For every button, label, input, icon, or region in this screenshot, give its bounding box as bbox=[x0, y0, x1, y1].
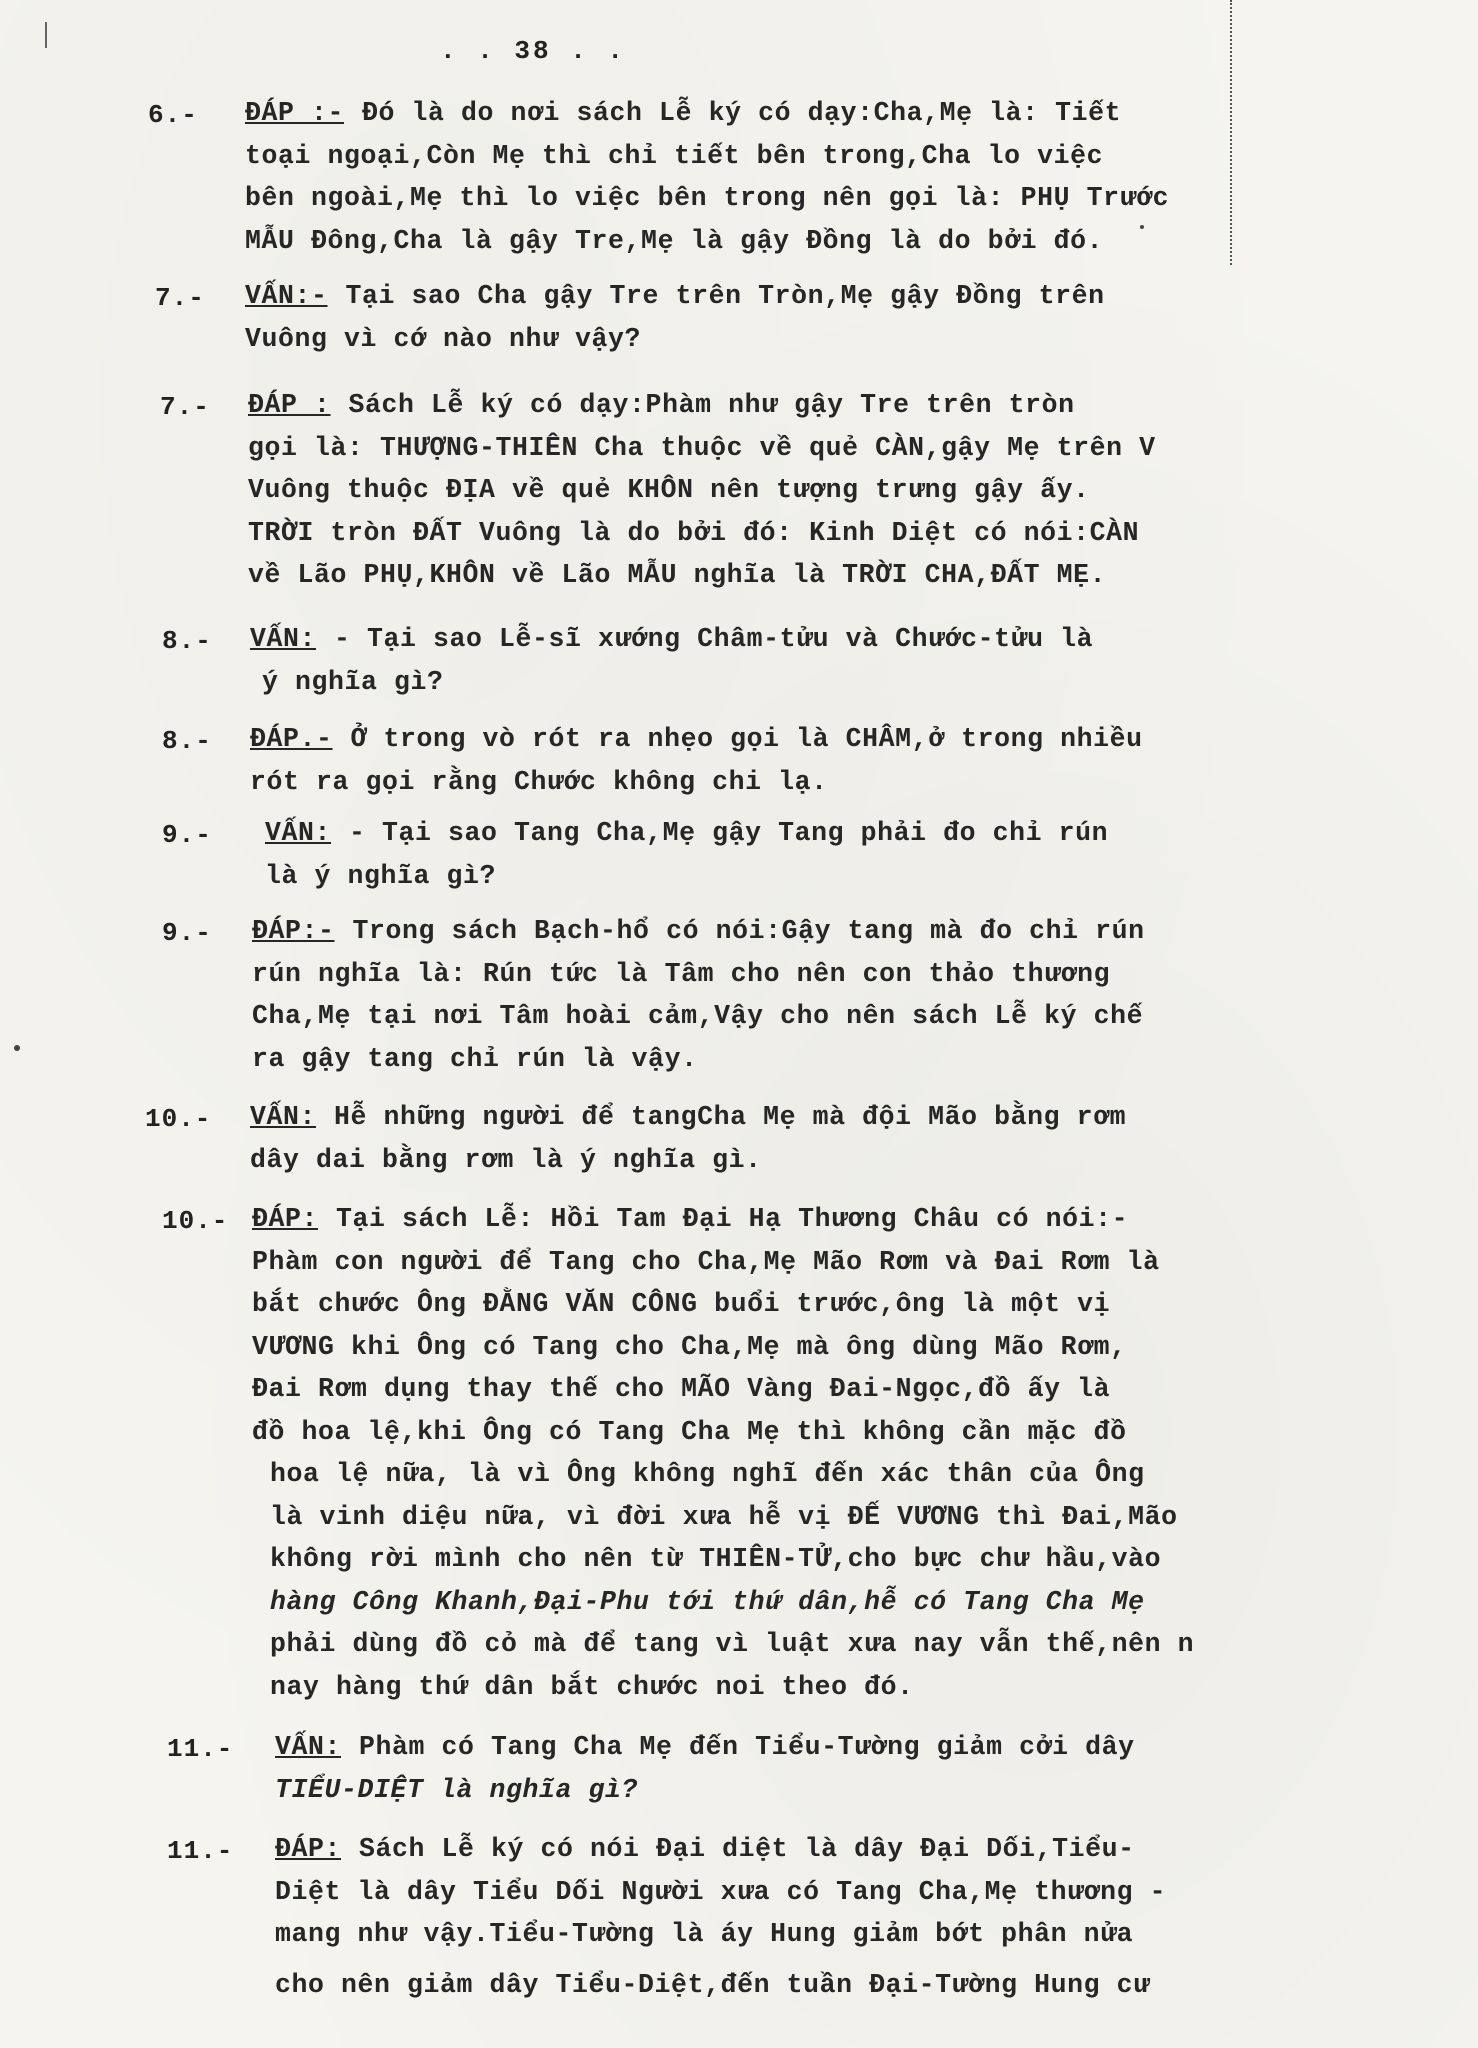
entry-line: phải dùng đồ cỏ mà để tang vì luật xưa nay vẫn thế,nên n bbox=[270, 1629, 1195, 1659]
entry-number: 7.- bbox=[155, 283, 205, 313]
entry-tag: VẤN: bbox=[275, 1732, 342, 1762]
entry-line: gọi là: THƯỢNG-THIÊN Cha thuộc về quẻ CÀN,gậy Mẹ trên V bbox=[248, 432, 1156, 463]
entry-line: về Lão PHỤ,KHÔN về Lão MẪU nghĩa là TRỜI CHA,ĐẤT MẸ. bbox=[248, 560, 1107, 590]
entry-number: 8.- bbox=[162, 726, 212, 756]
entry-line: VẤN: - Tại sao Tang Cha,Mẹ gậy Tang phải đo chỉ rún bbox=[265, 818, 1109, 848]
entry-line: Vuông vì cớ nào như vậy? bbox=[245, 323, 642, 354]
entry-line: dây dai bằng rơm là ý nghĩa gì. bbox=[250, 1144, 762, 1175]
margin-speck bbox=[14, 1045, 20, 1051]
entry-line: đồ hoa lệ,khi Ông có Tang Cha Mẹ thì không cần mặc đồ bbox=[252, 1416, 1127, 1447]
entry-number: 9.- bbox=[162, 918, 212, 948]
entry-line: cho nên giảm dây Tiểu-Diệt,đến tuần Đại-Tường Hung cư bbox=[275, 1969, 1150, 2000]
entry-line: hoa lệ nữa, là vì Ông không nghĩ đến xác thân của Ông bbox=[270, 1459, 1145, 1489]
entry-number: 10.- bbox=[145, 1104, 212, 1134]
entry-line: ý nghĩa gì? bbox=[262, 666, 444, 697]
entry-line: hàng Công Khanh,Đại-Phu tới thứ dân,hễ có Tang Cha Mẹ bbox=[270, 1586, 1145, 1617]
entry-line: TRỜI tròn ĐẤT Vuông là do bởi đó: Kinh Diệt có nói:CÀN bbox=[248, 517, 1140, 548]
edge-tick-mark bbox=[45, 22, 47, 48]
entry-number: 10.- bbox=[162, 1206, 229, 1236]
entry-number: 8.- bbox=[162, 626, 212, 656]
entry-line: MẪU Đông,Cha là gậy Tre,Mẹ là gậy Đồng là do bởi đó. bbox=[245, 225, 1104, 256]
margin-speck bbox=[1140, 225, 1144, 229]
entry-line: bên ngoài,Mẹ thì lo việc bên trong nên gọi là: PHỤ Trước bbox=[245, 183, 1170, 213]
entry-line: nay hàng thứ dân bắt chước noi theo đó. bbox=[270, 1671, 914, 1702]
page-edge-mark bbox=[1230, 0, 1234, 265]
entry-tag: ĐÁP:- bbox=[252, 916, 335, 946]
entry-line: mang như vậy.Tiểu-Tường là áy Hung giảm bớt phân nửa bbox=[275, 1919, 1134, 1949]
page-number: . . 38 . . bbox=[440, 36, 627, 66]
entry-line: VẤN:- Tại sao Cha gậy Tre trên Tròn,Mẹ gậy Đồng trên bbox=[245, 281, 1105, 311]
entry-number: 6.- bbox=[148, 100, 198, 130]
entry-number: 9.- bbox=[162, 820, 212, 850]
entry-line: ĐÁP.- Ở trong vò rót ra nhẹo gọi là CHÂM,ở trong nhiều bbox=[250, 724, 1143, 754]
entry-tag: ĐÁP : bbox=[248, 390, 331, 420]
entry-line: Đai Rơm dụng thay thế cho MÃO Vàng Đai-Ngọc,đồ ấy là bbox=[252, 1374, 1111, 1404]
entry-line: Vuông thuộc ĐỊA về quẻ KHÔN nên tượng trưng gậy ấy. bbox=[248, 475, 1090, 505]
entry-line: toại ngoại,Còn Mẹ thì chỉ tiết bên trong,Cha lo việc bbox=[245, 140, 1104, 171]
entry-tag: ĐÁP: bbox=[252, 1204, 319, 1234]
entry-line: Phàm con người để Tang cho Cha,Mẹ Mão Rơm và Đai Rơm là bbox=[252, 1246, 1160, 1277]
entry-line: là vinh diệu nữa, vì đời xưa hễ vị ĐẾ VƯƠNG thì Đai,Mão bbox=[270, 1501, 1178, 1532]
entry-number: 7.- bbox=[160, 392, 210, 422]
entry-line: TIỂU-DIỆT là nghĩa gì? bbox=[275, 1774, 639, 1805]
entry-line: ĐÁP :- Đó là do nơi sách Lễ ký có dạy:Cha,Mẹ là: Tiết bbox=[245, 98, 1122, 128]
entry-line: ra gậy tang chỉ rún là vậy. bbox=[252, 1043, 698, 1074]
entry-line: VẤN: - Tại sao Lễ-sĩ xướng Châm-tửu và Chước-tửu là bbox=[250, 624, 1094, 654]
entry-line: VẤN: Phàm có Tang Cha Mẹ đến Tiểu-Tường giảm cởi dây bbox=[275, 1732, 1135, 1762]
entry-tag: ĐÁP.- bbox=[250, 724, 333, 754]
entry-line: ĐÁP : Sách Lễ ký có dạy:Phàm như gậy Tre trên tròn bbox=[248, 390, 1075, 420]
entry-line: VẤN: Hễ những người để tangCha Mẹ mà đội Mão bằng rơm bbox=[250, 1102, 1127, 1132]
entry-tag: ĐÁP :- bbox=[245, 98, 345, 128]
entry-tag: VẤN: bbox=[250, 1102, 317, 1132]
entry-line: bắt chước Ông ĐẰNG VĂN CÔNG buổi trước,ông là một vị bbox=[252, 1289, 1111, 1319]
entry-line: VƯƠNG khi Ông có Tang cho Cha,Mẹ mà ông dùng Mão Rơm, bbox=[252, 1331, 1127, 1362]
entry-line: không rời mình cho nên từ THIÊN-TỬ,cho bực chư hầu,vào bbox=[270, 1544, 1162, 1574]
entry-line: Diệt là dây Tiểu Dối Người xưa có Tang Cha,Mẹ thương - bbox=[275, 1876, 1167, 1907]
entry-line: ĐÁP: Tại sách Lễ: Hồi Tam Đại Hạ Thương Châu có nói:- bbox=[252, 1204, 1129, 1234]
entry-tag: VẤN:- bbox=[245, 281, 328, 311]
entry-line: ĐÁP: Sách Lễ ký có nói Đại diệt là dây Đại Dối,Tiểu- bbox=[275, 1834, 1135, 1864]
entry-tag: VẤN: bbox=[265, 818, 332, 848]
entry-line: rún nghĩa là: Rún tức là Tâm cho nên con thảo thương bbox=[252, 958, 1111, 989]
entry-line: rót ra gọi rằng Chước không chi lạ. bbox=[250, 766, 828, 797]
entry-number: 11.- bbox=[167, 1734, 234, 1764]
entry-line: Cha,Mẹ tại nơi Tâm hoài cảm,Vậy cho nên sách Lễ ký chế bbox=[252, 1001, 1144, 1031]
entry-line: là ý nghĩa gì? bbox=[265, 860, 497, 891]
entry-line: ĐÁP:- Trong sách Bạch-hổ có nói:Gậy tang mà đo chỉ rún bbox=[252, 916, 1145, 946]
entry-tag: VẤN: bbox=[250, 624, 317, 654]
entry-number: 11.- bbox=[167, 1836, 234, 1866]
entry-tag: ĐÁP: bbox=[275, 1834, 342, 1864]
